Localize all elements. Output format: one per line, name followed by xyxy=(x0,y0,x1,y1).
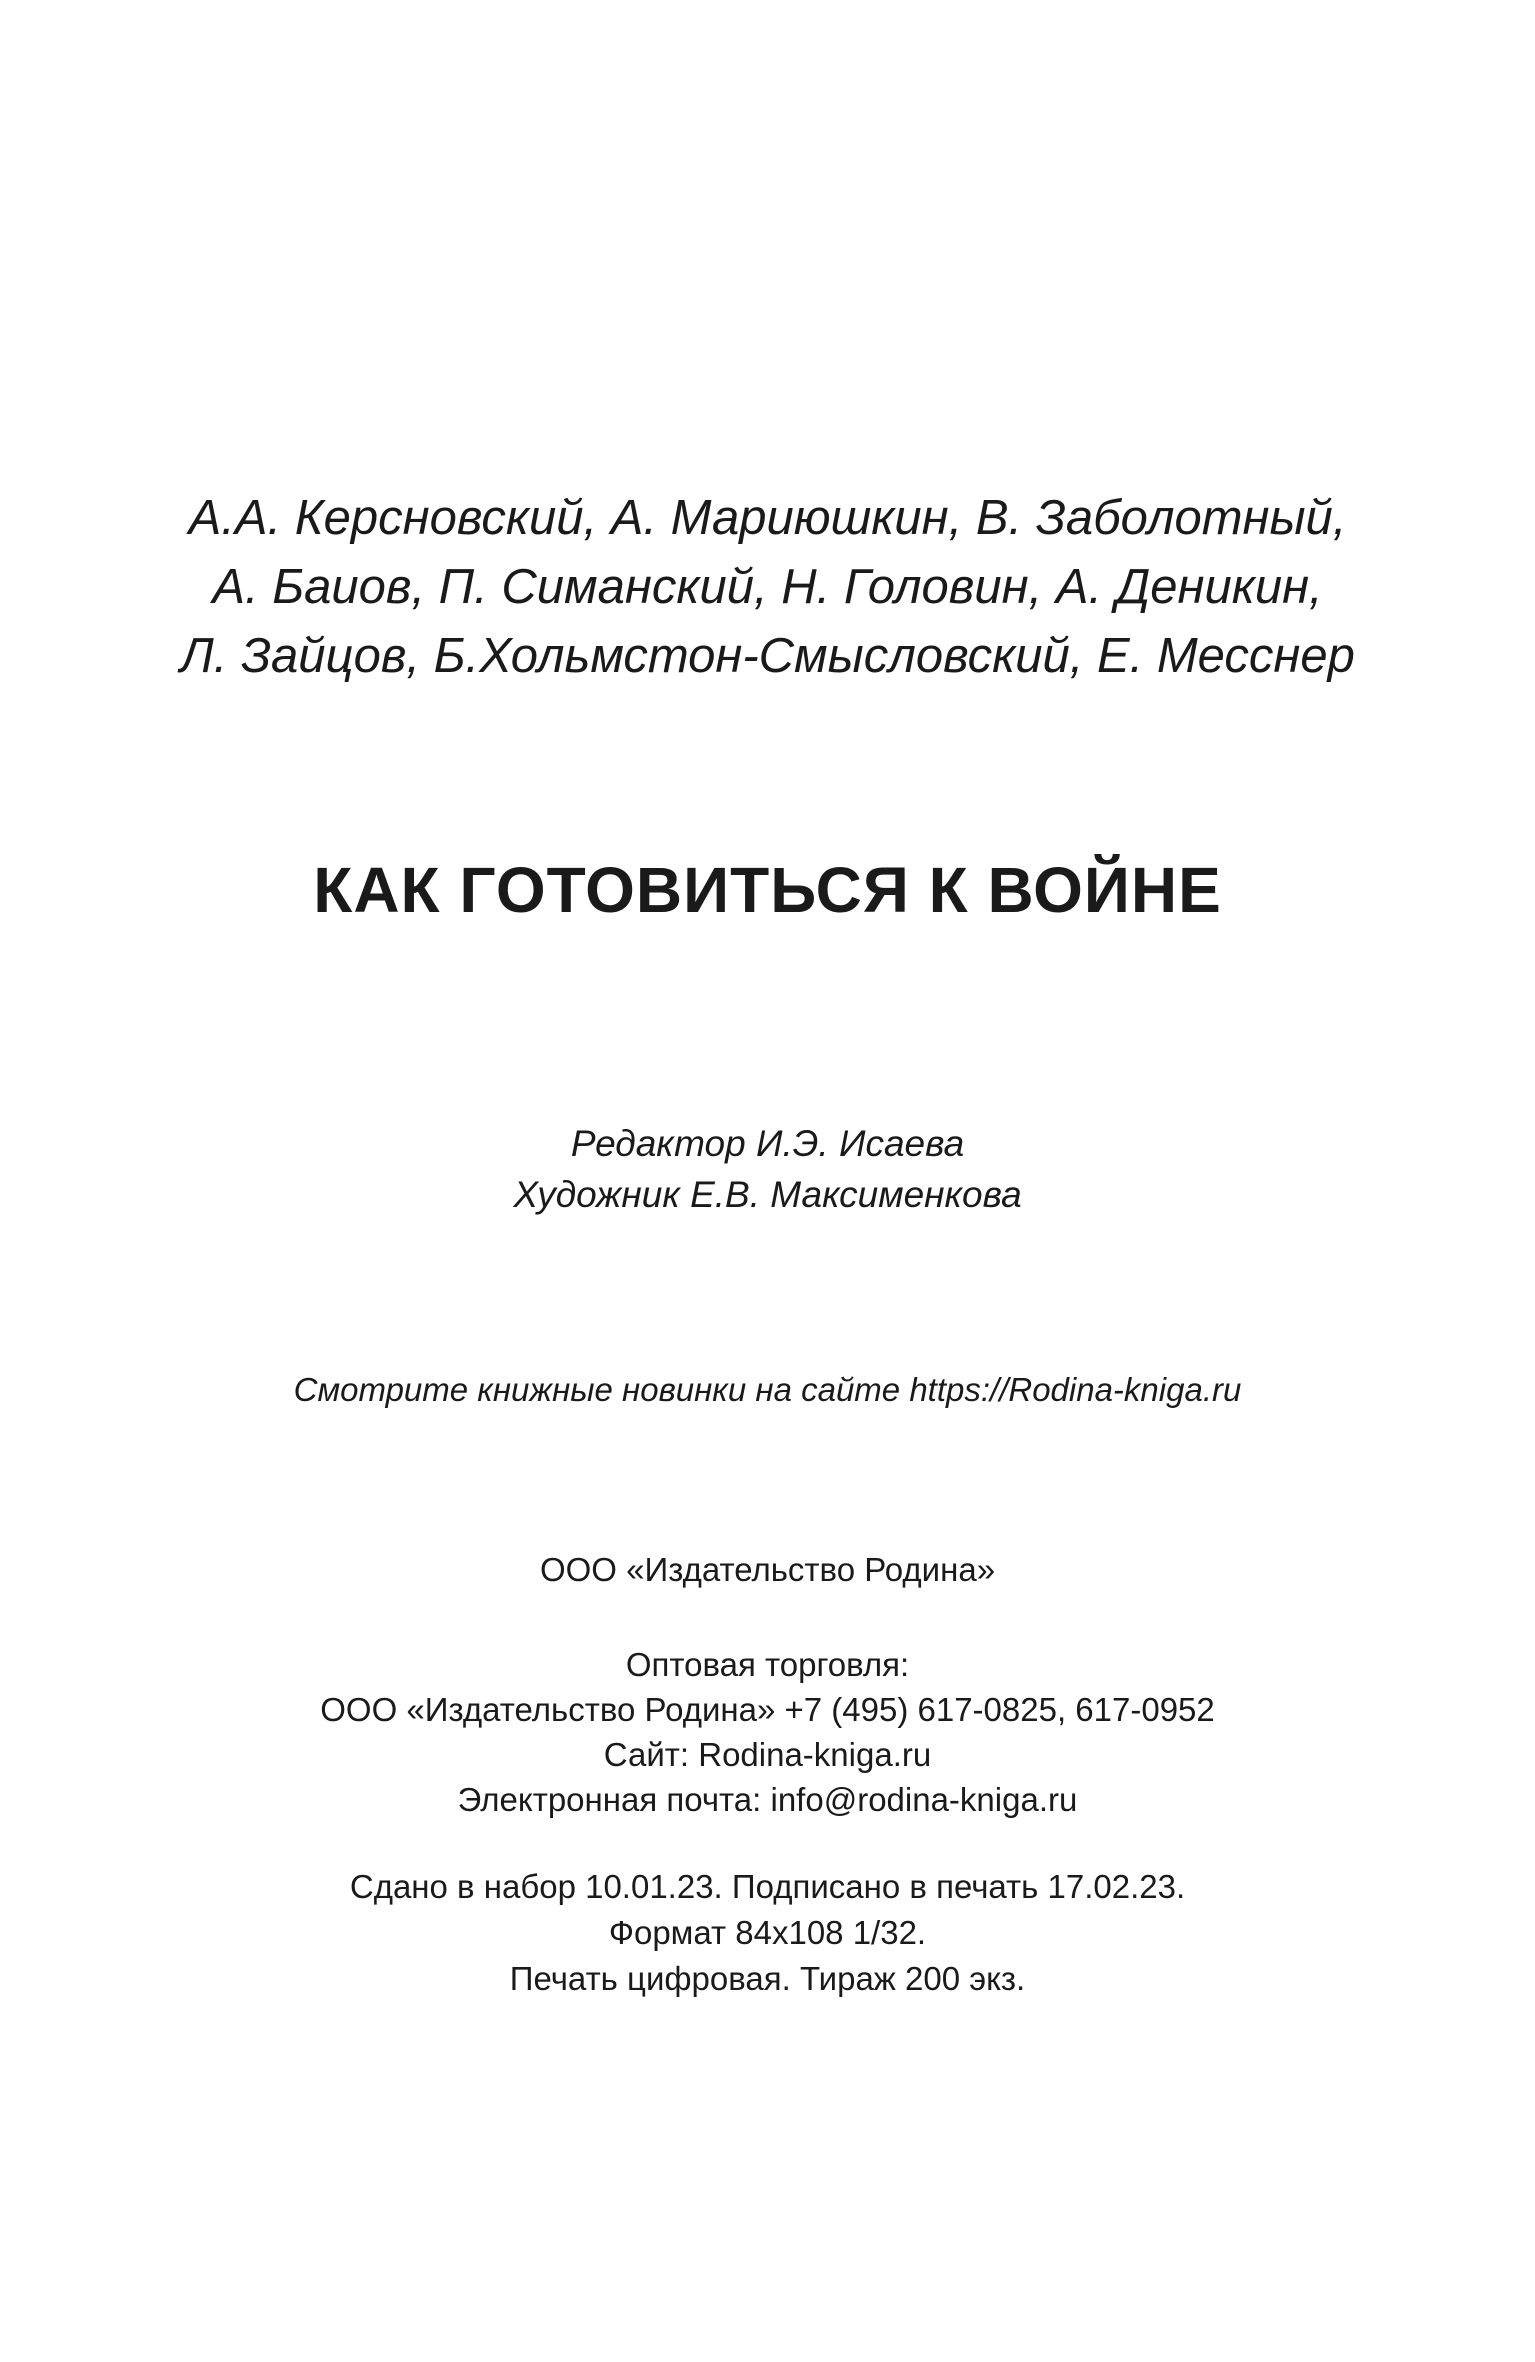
print-info-block xyxy=(0,1864,1535,2002)
authors-line-3: Л. Зайцов, Б.Хольмстон-Смысловский, Е. Месснер xyxy=(180,629,1355,683)
wholesale-site: Сайт: Rodina-kniga.ru xyxy=(603,1736,932,1773)
print-run: Печать цифровая. Тираж 200 экз. xyxy=(509,1960,1026,1997)
authors-line-1: А.А. Керсновский, А. Мариюшкин, В. Заболотный, xyxy=(188,491,1347,545)
wholesale-email: Электронная почта: info@rodina-kniga.ru xyxy=(457,1781,1078,1818)
print-format: Формат 84x108 1/32. xyxy=(608,1914,927,1951)
print-dates: Сдано в набор 10.01.23. Подписано в печать 17.02.23. xyxy=(349,1868,1186,1905)
authors-block xyxy=(0,484,1535,691)
wholesale-heading: Оптовая торговля: xyxy=(625,1646,910,1683)
publisher-name: ООО «Издательство Родина» xyxy=(539,1551,996,1588)
wholesale-block xyxy=(0,1642,1535,1822)
editor-credit: Редактор И.Э. Исаева xyxy=(570,1123,965,1164)
artist-credit: Художник Е.В. Максименкова xyxy=(513,1174,1022,1215)
website-note: Смотрите книжные новинки на сайте https://Rodina-kniga.ru xyxy=(293,1371,1242,1408)
book-title: КАК ГОТОВИТЬСЯ К ВОЙНЕ xyxy=(313,854,1222,926)
credits-block xyxy=(0,1118,1535,1220)
wholesale-contact: ООО «Издательство Родина» +7 (495) 617-0825, 617-0952 xyxy=(320,1691,1215,1728)
authors-line-2: А. Баиов, П. Симанский, Н. Головин, А. Деникин, xyxy=(212,560,1323,614)
